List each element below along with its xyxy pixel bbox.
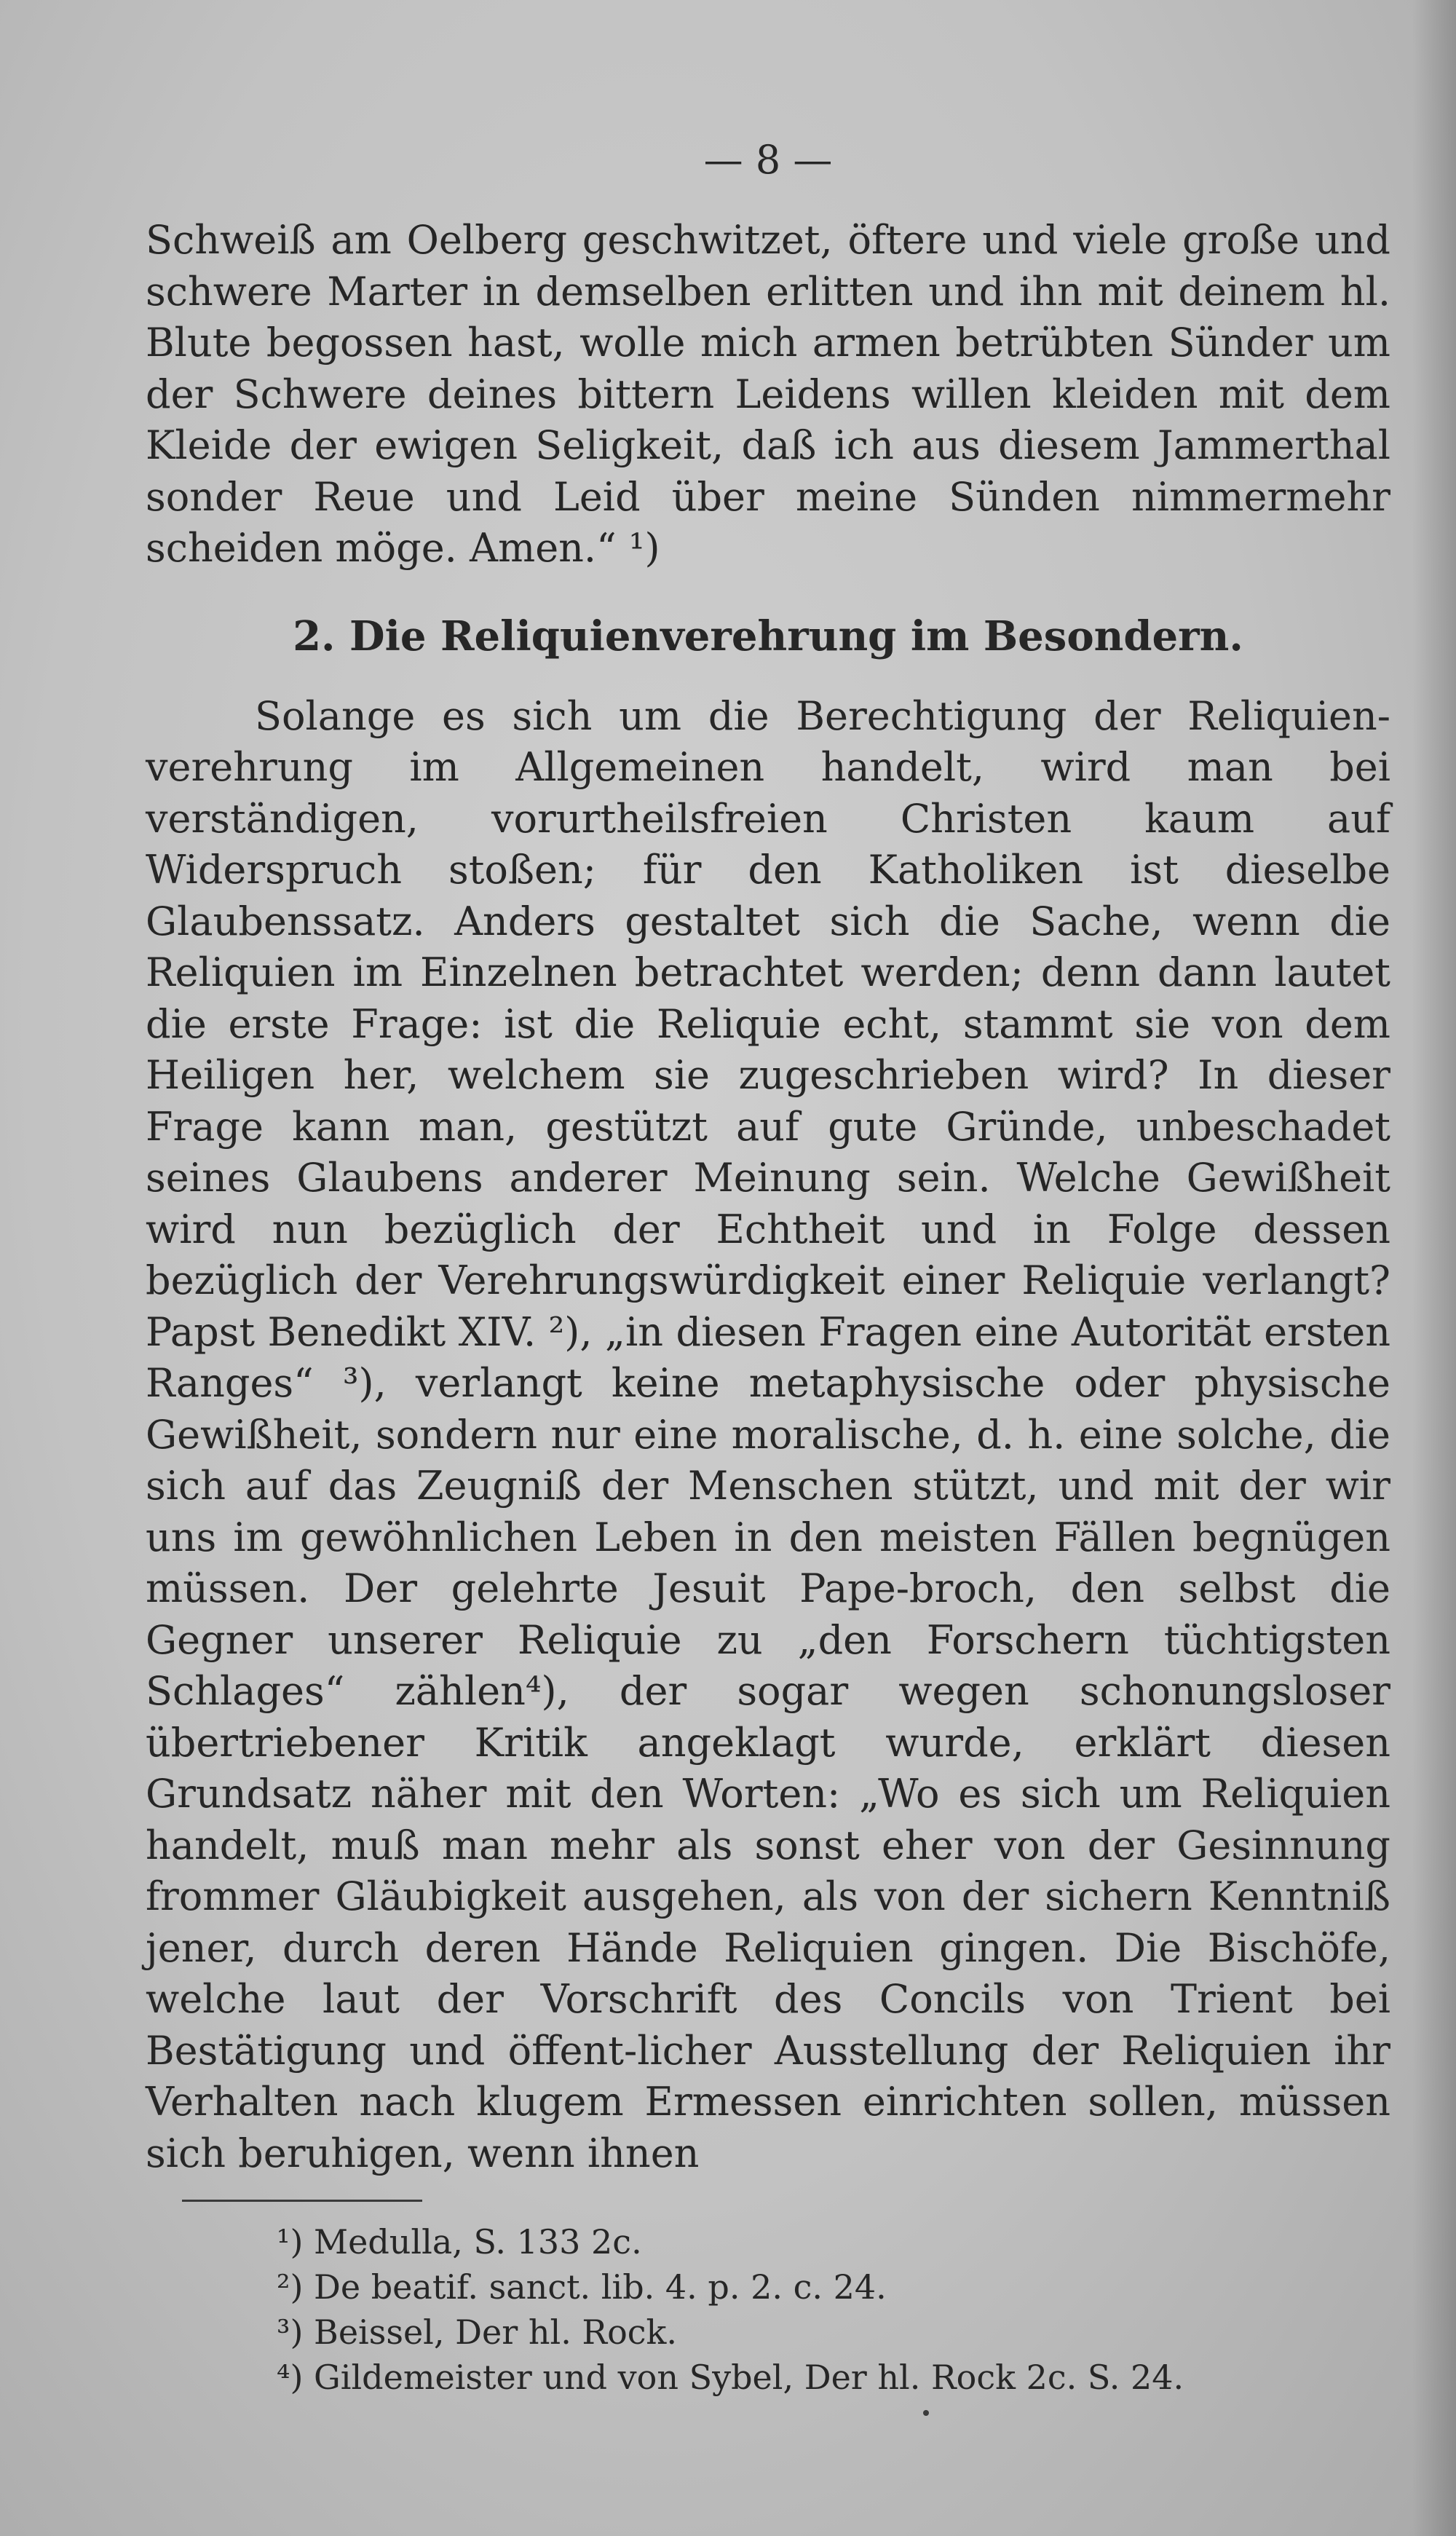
- paper-speck: [923, 2410, 929, 2416]
- footnote-4: ⁴) Gildemeister und von Sybel, Der hl. Rock 2c. S. 24.: [277, 2358, 1184, 2397]
- footnotes: [277, 2219, 1390, 2400]
- paragraph-relic-veneration: Solange es sich um die Berechtigung der Reliquien-verehrung im Allgemeinen handelt, wird man bei verständigen, vorurtheilsfreien Christen kaum auf Widerspruch stoßen; für den Katholiken ist dieselbe Glaubenssatz. Anders gestaltet sich die Sache, wenn die Reliquien im Einzelnen betrachtet werden; denn dann lautet die erste Frage: ist die Reliquie echt, stammt sie von dem Heiligen her, welchem sie zugeschrieben wird? In dieser Frage kann man, gestützt auf gute Gründe, unbeschadet seines Glaubens anderer Meinung sein. Welche Gewißheit wird nun bezüglich der Echtheit und in Folge dessen bezüglich der Verehrungswürdigkeit einer Reliquie verlangt? Papst Benedikt XIV. ²), „in diesen Fragen eine Autorität ersten Ranges“ ³), verlangt keine metaphysische oder physische Gewißheit, sondern nur eine moralische, d. h. eine solche, die sich auf das Zeugniß der Menschen stützt, und mit der wir uns im gewöhnlichen Leben in den meisten Fällen begnügen müssen. Der gelehrte Jesuit Pape-broch, den selbst die Gegner unserer Reliquie zu „den Forschern tüchtigsten Schlages“ zählen⁴), der sogar wegen schonungsloser übertriebener Kritik angeklagt wurde, erklärt diesen Grundsatz näher mit den Worten: „Wo es sich um Reliquien handelt, muß man mehr als sonst eher von der Gesinnung frommer Gläubigkeit ausgehen, als von der sichern Kenntniß jener, durch deren Hände Reliquien gingen. Die Bischöfe, welche laut der Vorschrift des Concils von Trient bei Bestätigung und öffent-licher Ausstellung der Reliquien ihr Verhalten nach klugem Ermessen einrichten sollen, müssen sich beruhigen, wenn ihnen: [146, 692, 1390, 2176]
- page-edge-shadow: [1412, 0, 1456, 2536]
- footnote-2: ²) De beatif. sanct. lib. 4. p. 2. c. 24.: [277, 2267, 887, 2307]
- page-number: — 8 —: [703, 137, 833, 183]
- section-heading: 2. Die Reliquienverehrung im Besondern.: [293, 612, 1243, 660]
- footnote-rule: [182, 2200, 422, 2202]
- paragraph-prayer-ending: Schweiß am Oelberg geschwitzet, öftere und viele große und schwere Marter in demselben erlitten und ihn mit deinem hl. Blute begossen hast, wolle mich armen betrübten Sünder um der Schwere deines bittern Leidens willen kleiden mit dem Kleide der ewigen Seligkeit, daß ich aus diesem Jammerthal sonder Reue und Leid über meine Sünden nimmermehr scheiden möge. Amen.“ ¹): [146, 217, 1390, 571]
- text-block: [146, 131, 1390, 2400]
- footnote-1: ¹) Medulla, S. 133 2c.: [277, 2222, 642, 2262]
- footnote-3: ³) Beissel, Der hl. Rock.: [277, 2312, 678, 2352]
